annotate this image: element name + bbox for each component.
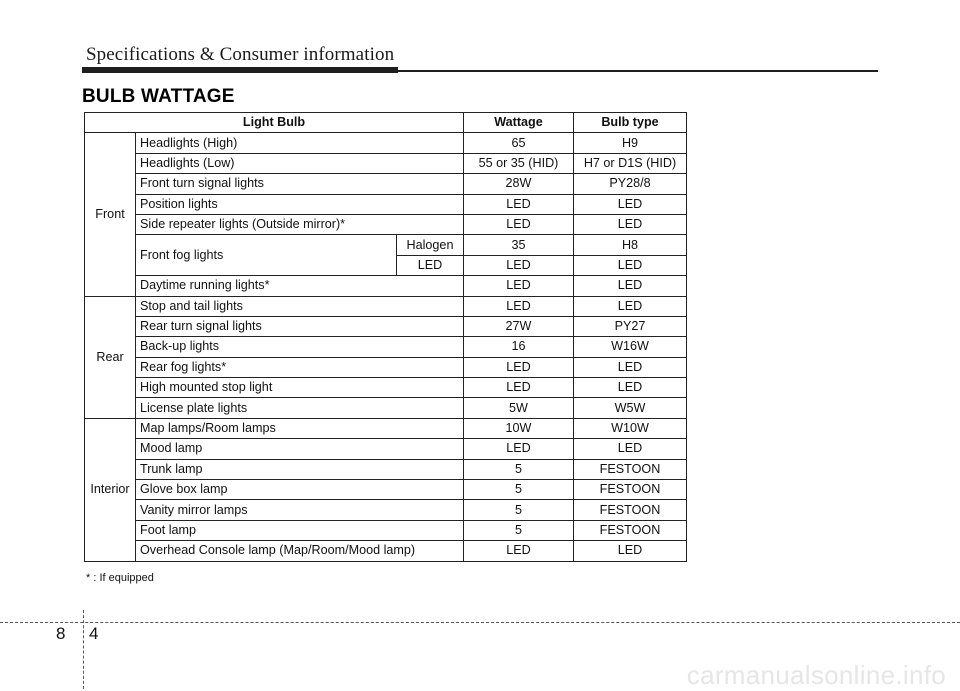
header-bulb-type: Bulb type: [574, 113, 687, 133]
table-row: [85, 276, 687, 296]
fog-variant-led: LED: [397, 255, 464, 275]
bulb-type: LED: [574, 378, 687, 398]
fog-variant-halogen: Halogen: [397, 235, 464, 255]
bulb-name: License plate lights: [136, 398, 464, 418]
bulb-wattage: LED: [464, 296, 574, 316]
bulb-wattage: 35: [464, 235, 574, 255]
bulb-wattage: 5: [464, 500, 574, 520]
bulb-name: Side repeater lights (Outside mirror)*: [136, 214, 464, 234]
bulb-wattage: 28W: [464, 174, 574, 194]
bulb-type: LED: [574, 296, 687, 316]
table-row: [85, 378, 687, 398]
bulb-wattage: 5: [464, 520, 574, 540]
header-light-bulb: Light Bulb: [85, 113, 464, 133]
table-row: [85, 174, 687, 194]
page-number-page: 4: [89, 624, 99, 643]
bulb-type: H8: [574, 235, 687, 255]
bulb-type: LED: [574, 439, 687, 459]
bulb-wattage: 27W: [464, 316, 574, 336]
group-rear: Rear: [85, 296, 136, 418]
bulb-name: Position lights: [136, 194, 464, 214]
bulb-name: High mounted stop light: [136, 378, 464, 398]
bulb-wattage: LED: [464, 378, 574, 398]
bulb-wattage: LED: [464, 194, 574, 214]
bulb-type: PY28/8: [574, 174, 687, 194]
page-number-chapter: 8: [56, 624, 66, 643]
bulb-type: PY27: [574, 316, 687, 336]
bulb-name: Map lamps/Room lamps: [136, 418, 464, 438]
table-row: [85, 316, 687, 336]
bulb-type: FESTOON: [574, 520, 687, 540]
bulb-wattage: 55 or 35 (HID): [464, 153, 574, 173]
bulb-name: Foot lamp: [136, 520, 464, 540]
bulb-type: LED: [574, 255, 687, 275]
bulb-type: FESTOON: [574, 500, 687, 520]
bulb-wattage: LED: [464, 439, 574, 459]
bulb-type: LED: [574, 541, 687, 561]
bulb-wattage: 5: [464, 480, 574, 500]
bulb-type: LED: [574, 214, 687, 234]
bulb-wattage: LED: [464, 214, 574, 234]
bulb-wattage: 5: [464, 459, 574, 479]
bulb-name: Rear fog lights*: [136, 357, 464, 377]
bulb-wattage: LED: [464, 276, 574, 296]
bulb-name: Trunk lamp: [136, 459, 464, 479]
watermark: carmanualsonline.info: [686, 660, 946, 690]
table-row: [85, 214, 687, 234]
bulb-name: Rear turn signal lights: [136, 316, 464, 336]
bulb-type: H9: [574, 133, 687, 153]
table-row: [85, 194, 687, 214]
bulb-wattage: 10W: [464, 418, 574, 438]
table-row: [85, 153, 687, 173]
footnote: * : If equipped: [86, 572, 154, 584]
header-wattage: Wattage: [464, 113, 574, 133]
footer-vertical-rule: [83, 610, 84, 689]
table-row: [85, 133, 687, 153]
bulb-type: W16W: [574, 337, 687, 357]
bulb-wattage: 16: [464, 337, 574, 357]
table-row: [85, 480, 687, 500]
bulb-wattage: LED: [464, 357, 574, 377]
table-row: [85, 337, 687, 357]
table-row: [85, 418, 687, 438]
bulb-type: FESTOON: [574, 459, 687, 479]
bulb-wattage: LED: [464, 255, 574, 275]
table-row: [85, 500, 687, 520]
bulb-name: Mood lamp: [136, 439, 464, 459]
bulb-type: W5W: [574, 398, 687, 418]
group-front: Front: [85, 133, 136, 296]
header-rule-thin: [398, 70, 878, 72]
bulb-name: Vanity mirror lamps: [136, 500, 464, 520]
footer-rule: [0, 622, 960, 623]
group-interior: Interior: [85, 418, 136, 561]
table-row: [85, 459, 687, 479]
table-row: [85, 520, 687, 540]
header-rule-thick: [82, 67, 398, 73]
bulb-wattage-table: [84, 112, 687, 562]
bulb-name: Back-up lights: [136, 337, 464, 357]
table-row: [85, 357, 687, 377]
table-row: [85, 235, 687, 255]
bulb-wattage: 65: [464, 133, 574, 153]
bulb-type: LED: [574, 194, 687, 214]
bulb-type: FESTOON: [574, 480, 687, 500]
bulb-name-fog: Front fog lights: [136, 235, 397, 276]
table-row: [85, 398, 687, 418]
bulb-type: W10W: [574, 418, 687, 438]
table-header-row: [85, 113, 687, 133]
chapter-header: Specifications & Consumer information: [86, 44, 395, 65]
bulb-name: Headlights (High): [136, 133, 464, 153]
bulb-wattage: LED: [464, 541, 574, 561]
section-title: BULB WATTAGE: [82, 86, 235, 107]
table-row: [85, 541, 687, 561]
table-row: [85, 439, 687, 459]
bulb-name: Headlights (Low): [136, 153, 464, 173]
bulb-name: Daytime running lights*: [136, 276, 464, 296]
bulb-name: Front turn signal lights: [136, 174, 464, 194]
bulb-name: Glove box lamp: [136, 480, 464, 500]
bulb-wattage: 5W: [464, 398, 574, 418]
bulb-type: LED: [574, 357, 687, 377]
table-row: [85, 296, 687, 316]
bulb-name: Stop and tail lights: [136, 296, 464, 316]
bulb-type: LED: [574, 276, 687, 296]
bulb-name: Overhead Console lamp (Map/Room/Mood lamp): [136, 541, 464, 561]
bulb-type: H7 or D1S (HID): [574, 153, 687, 173]
